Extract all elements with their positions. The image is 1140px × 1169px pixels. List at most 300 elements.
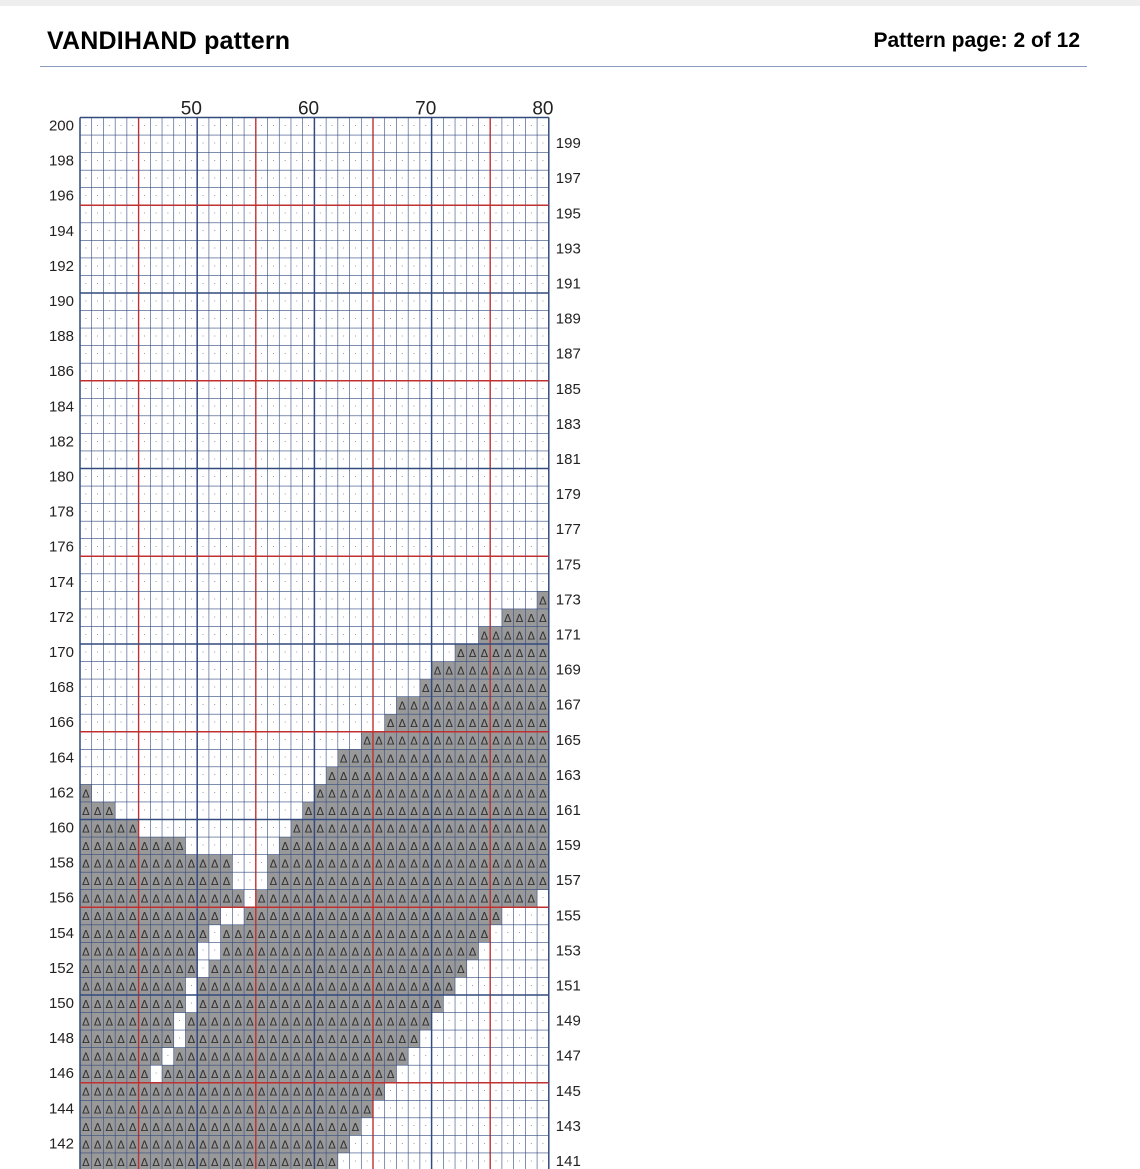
empty-cell-dot: · (307, 472, 310, 482)
empty-cell-dot: · (307, 296, 310, 306)
empty-cell-dot: · (436, 542, 439, 552)
stitch-symbol: Δ (410, 910, 418, 924)
empty-cell-dot: · (201, 700, 205, 710)
empty-cell-dot: · (154, 296, 158, 306)
empty-cell-dot: · (483, 560, 486, 570)
empty-cell-dot: · (494, 507, 498, 517)
empty-cell-dot: · (506, 191, 510, 201)
empty-cell-dot: · (365, 279, 369, 289)
stitch-symbol: Δ (339, 1033, 348, 1047)
stitch-symbol: Δ (246, 1103, 254, 1117)
empty-cell-dot: · (541, 331, 545, 341)
empty-cell-dot: · (178, 209, 181, 219)
stitch-symbol: Δ (316, 892, 325, 906)
stitch-symbol: Δ (468, 875, 477, 889)
stitch-symbol: Δ (128, 1085, 137, 1099)
empty-cell-dot: · (143, 595, 146, 605)
empty-cell-dot: · (190, 226, 193, 236)
empty-cell-dot: · (447, 560, 451, 570)
stitch-symbol: Δ (316, 787, 325, 801)
empty-cell-dot: · (401, 279, 404, 289)
empty-cell-dot: · (529, 419, 533, 429)
stitch-symbol: Δ (211, 1085, 219, 1099)
empty-cell-dot: · (424, 402, 428, 412)
empty-cell-dot: · (412, 226, 416, 236)
empty-cell-dot: · (506, 981, 510, 991)
empty-cell-dot: · (412, 647, 416, 657)
empty-cell-dot: · (401, 525, 404, 535)
stitch-symbol: Δ (234, 1050, 242, 1064)
empty-cell-dot: · (295, 419, 299, 429)
stitch-symbol: Δ (269, 1155, 278, 1169)
stitch-symbol: Δ (187, 962, 196, 976)
row-number-label-left: 188 (48, 328, 74, 346)
stitch-symbol: Δ (504, 840, 512, 854)
empty-cell-dot: · (225, 911, 228, 921)
empty-cell-dot: · (330, 700, 334, 710)
empty-cell-dot: · (131, 507, 135, 517)
empty-cell-dot: · (96, 226, 99, 236)
empty-cell-dot: · (307, 525, 310, 535)
empty-cell-dot: · (424, 595, 428, 605)
empty-cell-dot: · (248, 858, 252, 868)
empty-cell-dot: · (283, 560, 287, 570)
empty-cell-dot: · (318, 472, 322, 482)
empty-cell-dot: · (412, 630, 416, 640)
stitch-symbol: Δ (82, 1103, 90, 1117)
empty-cell-dot: · (401, 244, 404, 254)
stitch-symbol: Δ (375, 945, 383, 959)
stitch-symbol: Δ (164, 1015, 172, 1029)
empty-cell-dot: · (260, 261, 263, 271)
stitch-symbol: Δ (433, 717, 442, 731)
stitch-symbol: Δ (152, 1120, 160, 1134)
empty-cell-dot: · (506, 472, 510, 482)
empty-cell-dot: · (108, 788, 111, 798)
empty-cell-dot: · (260, 244, 263, 254)
empty-cell-dot: · (342, 682, 345, 692)
empty-cell-dot: · (424, 331, 428, 341)
empty-cell-dot: · (272, 612, 275, 622)
empty-cell-dot: · (154, 823, 158, 833)
stitch-symbol: Δ (492, 717, 500, 731)
empty-cell-dot: · (272, 367, 275, 377)
empty-cell-dot: · (401, 1069, 404, 1079)
empty-cell-dot: · (143, 735, 146, 745)
stitch-symbol: Δ (152, 1050, 160, 1064)
stitch-symbol: Δ (199, 1155, 207, 1169)
empty-cell-dot: · (225, 682, 228, 692)
empty-cell-dot: · (225, 121, 228, 131)
empty-cell-dot: · (471, 296, 474, 306)
stitch-symbol: Δ (504, 646, 512, 660)
empty-cell-dot: · (213, 244, 217, 254)
empty-cell-dot: · (213, 770, 217, 780)
empty-cell-dot: · (436, 612, 439, 622)
empty-cell-dot: · (260, 612, 263, 622)
empty-cell-dot: · (377, 367, 381, 377)
empty-cell-dot: · (154, 577, 158, 587)
empty-cell-dot: · (225, 156, 228, 166)
empty-cell-dot: · (494, 209, 498, 219)
empty-cell-dot: · (96, 384, 99, 394)
stitch-symbol: Δ (257, 1033, 266, 1047)
empty-cell-dot: · (518, 1069, 521, 1079)
stitch-symbol: Δ (457, 804, 465, 818)
stitch-symbol: Δ (269, 875, 278, 889)
stitch-symbol: Δ (433, 787, 442, 801)
empty-cell-dot: · (154, 174, 158, 184)
empty-cell-dot: · (154, 402, 158, 412)
empty-cell-dot: · (84, 244, 88, 254)
empty-cell-dot: · (272, 647, 275, 657)
empty-cell-dot: · (248, 682, 252, 692)
empty-cell-dot: · (494, 279, 498, 289)
stitch-symbol: Δ (445, 664, 453, 678)
empty-cell-dot: · (272, 138, 275, 148)
stitch-symbol: Δ (82, 1120, 90, 1134)
empty-cell-dot: · (236, 209, 240, 219)
stitch-symbol: Δ (199, 980, 207, 994)
empty-cell-dot: · (295, 489, 299, 499)
empty-cell-dot: · (213, 209, 217, 219)
stitch-symbol: Δ (363, 822, 371, 836)
stitch-symbol: Δ (304, 857, 313, 871)
empty-cell-dot: · (307, 244, 310, 254)
stitch-symbol: Δ (515, 804, 524, 818)
empty-cell-dot: · (84, 770, 88, 780)
empty-cell-dot: · (365, 367, 369, 377)
stitch-symbol: Δ (457, 682, 465, 696)
stitch-symbol: Δ (375, 1033, 383, 1047)
empty-cell-dot: · (541, 1033, 545, 1043)
empty-cell-dot: · (236, 367, 240, 377)
stitch-symbol: Δ (375, 769, 383, 783)
stitch-symbol: Δ (93, 945, 102, 959)
stitch-symbol: Δ (293, 1050, 301, 1064)
stitch-symbol: Δ (410, 804, 418, 818)
empty-cell-dot: · (447, 542, 451, 552)
empty-cell-dot: · (178, 665, 181, 675)
empty-cell-dot: · (330, 279, 334, 289)
stitch-symbol: Δ (281, 1085, 289, 1099)
empty-cell-dot: · (471, 1016, 474, 1026)
empty-cell-dot: · (494, 1069, 498, 1079)
empty-cell-dot: · (342, 472, 345, 482)
stitch-symbol: Δ (363, 945, 371, 959)
stitch-symbol: Δ (281, 962, 289, 976)
empty-cell-dot: · (389, 121, 392, 131)
stitch-symbol: Δ (222, 1015, 231, 1029)
stitch-symbol: Δ (386, 875, 395, 889)
stitch-symbol: Δ (363, 927, 371, 941)
empty-cell-dot: · (143, 437, 146, 447)
empty-cell-dot: · (424, 209, 428, 219)
stitch-symbol: Δ (234, 927, 242, 941)
empty-cell-dot: · (401, 419, 404, 429)
stitch-symbol: Δ (398, 997, 407, 1011)
empty-cell-dot: · (96, 770, 99, 780)
stitch-symbol: Δ (105, 1033, 114, 1047)
empty-cell-dot: · (330, 367, 334, 377)
stitch-symbol: Δ (269, 980, 278, 994)
empty-cell-dot: · (190, 507, 193, 517)
empty-cell-dot: · (307, 314, 310, 324)
stitch-symbol: Δ (246, 1050, 254, 1064)
empty-cell-dot: · (318, 612, 322, 622)
empty-cell-dot: · (96, 244, 99, 254)
empty-cell-dot: · (506, 296, 510, 306)
empty-cell-dot: · (494, 138, 498, 148)
empty-cell-dot: · (201, 507, 205, 517)
stitch-symbol: Δ (386, 822, 395, 836)
empty-cell-dot: · (283, 174, 287, 184)
empty-cell-dot: · (307, 384, 310, 394)
empty-cell-dot: · (236, 174, 240, 184)
stitch-symbol: Δ (410, 752, 418, 766)
empty-cell-dot: · (412, 454, 416, 464)
empty-cell-dot: · (506, 419, 510, 429)
empty-cell-dot: · (178, 718, 181, 728)
stitch-symbol: Δ (82, 997, 90, 1011)
stitch-symbol: Δ (175, 857, 184, 871)
empty-cell-dot: · (354, 419, 357, 429)
empty-cell-dot: · (401, 314, 404, 324)
stitch-symbol: Δ (199, 875, 207, 889)
empty-cell-dot: · (342, 560, 345, 570)
empty-cell-dot: · (166, 156, 170, 166)
empty-cell-dot: · (108, 156, 111, 166)
empty-cell-dot: · (436, 1156, 439, 1166)
empty-cell-dot: · (412, 1086, 416, 1096)
stitch-symbol: Δ (304, 840, 313, 854)
empty-cell-dot: · (412, 1051, 416, 1061)
empty-cell-dot: · (283, 700, 287, 710)
empty-cell-dot: · (354, 174, 357, 184)
empty-cell-dot: · (166, 261, 170, 271)
empty-cell-dot: · (401, 209, 404, 219)
empty-cell-dot: · (307, 735, 310, 745)
empty-cell-dot: · (506, 121, 510, 131)
empty-cell-dot: · (447, 244, 451, 254)
empty-cell-dot: · (143, 296, 146, 306)
empty-cell-dot: · (119, 261, 123, 271)
empty-cell-dot: · (225, 700, 228, 710)
empty-cell-dot: · (518, 1139, 521, 1149)
empty-cell-dot: · (529, 437, 533, 447)
empty-cell-dot: · (248, 296, 252, 306)
stitch-symbol: Δ (351, 910, 360, 924)
stitch-symbol: Δ (140, 1068, 149, 1082)
stitch-symbol: Δ (117, 962, 125, 976)
empty-cell-dot: · (178, 735, 181, 745)
stitch-symbol: Δ (386, 1068, 395, 1082)
empty-cell-dot: · (459, 331, 463, 341)
stitch-symbol: Δ (128, 997, 137, 1011)
empty-cell-dot: · (108, 402, 111, 412)
empty-cell-dot: · (424, 1086, 428, 1096)
empty-cell-dot: · (377, 665, 381, 675)
empty-cell-dot: · (225, 402, 228, 412)
stitch-symbol: Δ (105, 997, 114, 1011)
stitch-symbol: Δ (492, 752, 500, 766)
stitch-symbol: Δ (492, 840, 500, 854)
empty-cell-dot: · (541, 314, 545, 324)
empty-cell-dot: · (154, 718, 158, 728)
stitch-symbol: Δ (269, 1138, 278, 1152)
empty-cell-dot: · (248, 788, 252, 798)
empty-cell-dot: · (260, 349, 263, 359)
empty-cell-dot: · (283, 367, 287, 377)
stitch-symbol: Δ (515, 892, 524, 906)
empty-cell-dot: · (424, 1139, 428, 1149)
empty-cell-dot: · (190, 209, 193, 219)
empty-cell-dot: · (354, 700, 357, 710)
stitch-symbol: Δ (269, 1103, 278, 1117)
empty-cell-dot: · (389, 595, 392, 605)
empty-cell-dot: · (377, 525, 381, 535)
empty-cell-dot: · (506, 331, 510, 341)
stitch-symbol: Δ (410, 945, 418, 959)
stitch-symbol: Δ (128, 1103, 137, 1117)
empty-cell-dot: · (365, 384, 369, 394)
empty-cell-dot: · (412, 437, 416, 447)
stitch-symbol: Δ (82, 857, 90, 871)
stitch-symbol: Δ (93, 822, 102, 836)
stitch-symbol: Δ (375, 752, 383, 766)
empty-cell-dot: · (178, 753, 181, 763)
stitch-symbol: Δ (328, 892, 336, 906)
stitch-symbol: Δ (421, 822, 430, 836)
stitch-symbol: Δ (82, 1138, 90, 1152)
empty-cell-dot: · (84, 191, 88, 201)
empty-cell-dot: · (96, 542, 99, 552)
empty-cell-dot: · (131, 612, 135, 622)
empty-cell-dot: · (213, 507, 217, 517)
empty-cell-dot: · (377, 156, 381, 166)
stitch-symbol: Δ (281, 875, 289, 889)
stitch-symbol: Δ (211, 962, 219, 976)
empty-cell-dot: · (354, 349, 357, 359)
empty-cell-dot: · (518, 595, 521, 605)
empty-cell-dot: · (401, 402, 404, 412)
empty-cell-dot: · (236, 770, 240, 780)
stitch-symbol: Δ (211, 1155, 219, 1169)
empty-cell-dot: · (178, 174, 181, 184)
empty-cell-dot: · (131, 384, 135, 394)
stitch-symbol: Δ (82, 962, 90, 976)
empty-cell-dot: · (295, 261, 299, 271)
empty-cell-dot: · (541, 577, 545, 587)
empty-cell-dot: · (365, 296, 369, 306)
row-number-label-right: 199 (555, 135, 581, 153)
empty-cell-dot: · (295, 314, 299, 324)
empty-cell-dot: · (541, 893, 545, 903)
empty-cell-dot: · (330, 156, 334, 166)
empty-cell-dot: · (354, 331, 357, 341)
empty-cell-dot: · (424, 472, 428, 482)
empty-cell-dot: · (471, 1139, 474, 1149)
empty-cell-dot: · (412, 612, 416, 622)
empty-cell-dot: · (108, 507, 111, 517)
empty-cell-dot: · (96, 682, 99, 692)
empty-cell-dot: · (436, 244, 439, 254)
empty-cell-dot: · (96, 472, 99, 482)
empty-cell-dot: · (248, 700, 252, 710)
empty-cell-dot: · (260, 665, 263, 675)
empty-cell-dot: · (108, 489, 111, 499)
stitch-symbol: Δ (375, 840, 383, 854)
empty-cell-dot: · (96, 595, 99, 605)
empty-cell-dot: · (365, 700, 369, 710)
empty-cell-dot: · (166, 226, 170, 236)
stitch-symbol: Δ (375, 822, 383, 836)
stitch-symbol: Δ (105, 1050, 114, 1064)
empty-cell-dot: · (283, 595, 287, 605)
stitch-symbol: Δ (152, 1033, 160, 1047)
empty-cell-dot: · (225, 244, 228, 254)
stitch-symbol: Δ (187, 857, 196, 871)
empty-cell-dot: · (154, 437, 158, 447)
stitch-symbol: Δ (105, 804, 114, 818)
stitch-symbol: Δ (128, 1033, 137, 1047)
empty-cell-dot: · (447, 349, 451, 359)
empty-cell-dot: · (283, 823, 287, 833)
stitch-symbol: Δ (293, 1120, 301, 1134)
empty-cell-dot: · (412, 174, 416, 184)
stitch-symbol: Δ (257, 945, 266, 959)
empty-cell-dot: · (131, 209, 135, 219)
empty-cell-dot: · (541, 998, 545, 1008)
empty-cell-dot: · (213, 525, 217, 535)
empty-cell-dot: · (178, 331, 181, 341)
empty-cell-dot: · (354, 402, 357, 412)
empty-cell-dot: · (529, 525, 533, 535)
stitch-symbol: Δ (480, 646, 489, 660)
empty-cell-dot: · (248, 525, 252, 535)
empty-cell-dot: · (354, 577, 357, 587)
empty-cell-dot: · (295, 121, 299, 131)
empty-cell-dot: · (260, 191, 263, 201)
empty-cell-dot: · (190, 472, 193, 482)
empty-cell-dot: · (529, 191, 533, 201)
empty-cell-dot: · (459, 1016, 463, 1026)
stitch-symbol: Δ (398, 927, 407, 941)
empty-cell-dot: · (108, 700, 111, 710)
empty-cell-dot: · (412, 349, 416, 359)
row-number-label-left: 198 (48, 152, 74, 170)
empty-cell-dot: · (154, 612, 158, 622)
empty-cell-dot: · (389, 402, 392, 412)
empty-cell-dot: · (459, 244, 463, 254)
empty-cell-dot: · (377, 384, 381, 394)
empty-cell-dot: · (541, 1139, 545, 1149)
empty-cell-dot: · (389, 489, 392, 499)
stitch-symbol: Δ (222, 962, 231, 976)
stitch-symbol: Δ (175, 910, 184, 924)
empty-cell-dot: · (201, 753, 205, 763)
empty-cell-dot: · (272, 507, 275, 517)
empty-cell-dot: · (178, 595, 181, 605)
empty-cell-dot: · (494, 1121, 498, 1131)
empty-cell-dot: · (518, 261, 521, 271)
empty-cell-dot: · (389, 314, 392, 324)
empty-cell-dot: · (260, 402, 263, 412)
stitch-symbol: Δ (445, 892, 453, 906)
empty-cell-dot: · (330, 630, 334, 640)
stitch-symbol: Δ (386, 980, 395, 994)
empty-cell-dot: · (541, 244, 545, 254)
